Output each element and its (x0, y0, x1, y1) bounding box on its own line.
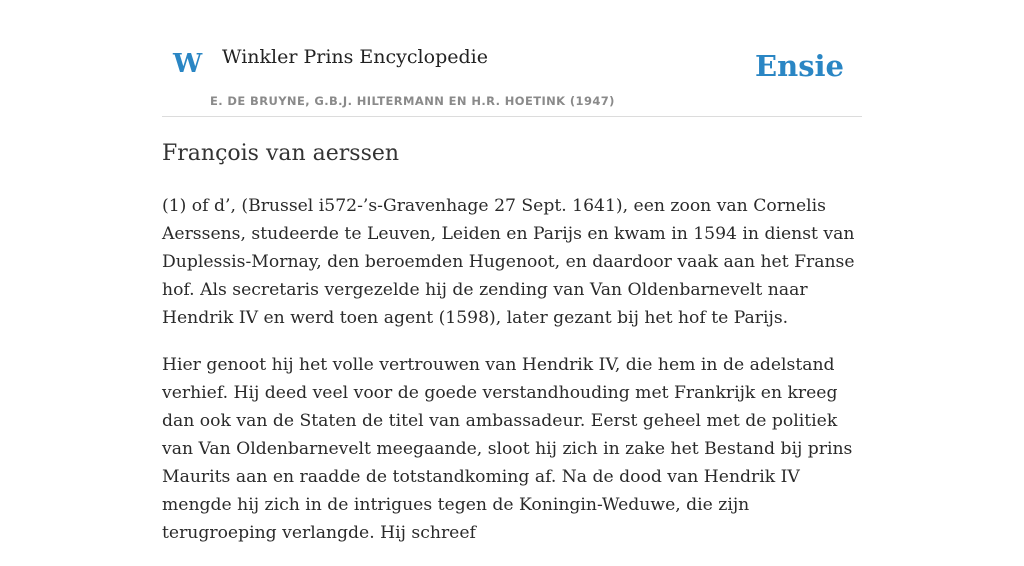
article-paragraph: Hier genoot hij het volle vertrouwen van Hendrik IV, die hem in de adelstand verhief. Hij deed veel voor de goede verstandhouding met Frankrijk en kreeg dan ook van de Staten de titel van ambassadeur. Eerst geheel met de politiek van Van Oldenbarnevelt meegaande, sloot hij zich in zake het Bestand bij prins Maurits aan en raadde de totstandkoming af. Na de dood van Hendrik IV mengde hij zich in de intrigues tegen de Koningin-Weduwe, die zijn terugroeping verlangde. Hij schreef (162, 355, 853, 543)
book-logo[interactable]: W (173, 49, 203, 79)
article-title: François van aerssen (162, 141, 400, 166)
article-body (162, 192, 864, 566)
book-title[interactable]: Winkler Prins Encyclopedie (222, 46, 488, 68)
book-authors: E. DE BRUYNE, G.B.J. HILTERMANN EN H.R. HOETINK (1947) (210, 94, 615, 108)
article-paragraph: (1) of d’, (Brussel i572-’s-Gravenhage 27 Sept. 1641), een zoon van Cornelis Aerssens, studeerde te Leuven, Leiden en Parijs en kwam in 1594 in dienst van Duplessis-Mornay, den beroemden Hugenoot, en daardoor vaak aan het Franse hof. Als secretaris vergezelde hij de zending van Van Oldenbarnevelt naar Hendrik IV en werd toen agent (1598), later gezant bij het hof te Parijs. (162, 196, 855, 328)
book-header (162, 38, 862, 117)
ensie-logo[interactable]: Ensie (755, 49, 844, 83)
